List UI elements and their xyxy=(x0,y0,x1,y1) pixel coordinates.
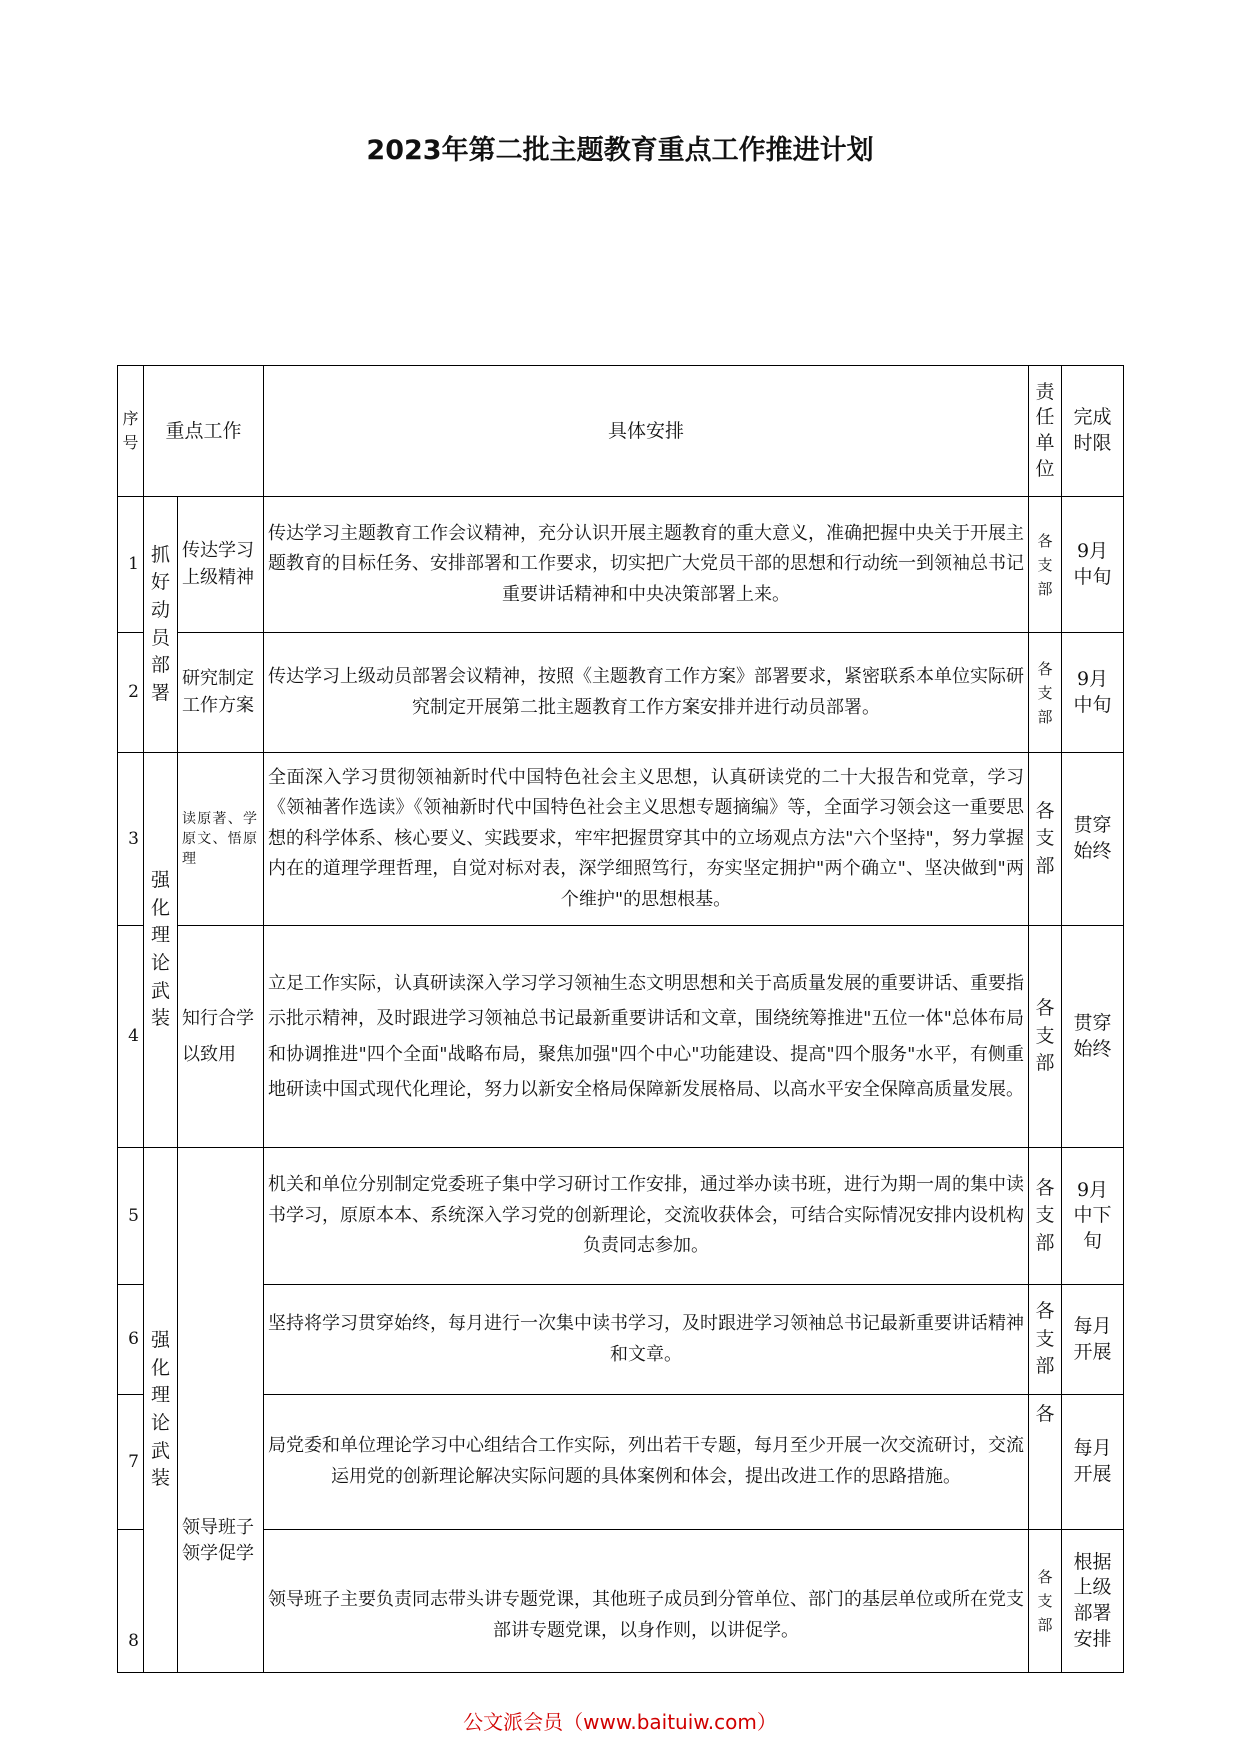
unit-cell: 各 xyxy=(1029,1395,1062,1530)
sub-work-label: 读原著、学原文、悟原理 xyxy=(178,753,264,926)
table-row xyxy=(118,1148,1124,1285)
deadline-cell: 9月中旬 xyxy=(1062,497,1124,633)
deadline-cell: 贯穿始终 xyxy=(1062,926,1124,1148)
footer-watermark: 公文派会员（www.baituiw.com） xyxy=(463,1710,777,1734)
row-no: 3 xyxy=(118,753,144,926)
table-row xyxy=(118,1395,1124,1530)
unit-cell: 各支部 xyxy=(1029,497,1062,633)
arrangement-text: 局党委和单位理论学习中心组结合工作实际，列出若干专题，每月至少开展一次交流研讨，交流运用党的创新理论解决实际问题的具体案例和体会，提出改进工作的思路措施。 xyxy=(264,1395,1029,1530)
table-row xyxy=(118,753,1124,926)
row-no: 2 xyxy=(118,633,144,753)
unit-cell: 各支部 xyxy=(1029,1530,1062,1673)
arrangement-text: 传达学习上级动员部署会议精神，按照《主题教育工作方案》部署要求，紧密联系本单位实际研究制定开展第二批主题教育工作方案安排并进行动员部署。 xyxy=(264,633,1029,753)
row-no: 4 xyxy=(118,926,144,1148)
arrangement-text: 全面深入学习贯彻领袖新时代中国特色社会主义思想，认真研读党的二十大报告和党章，学习《领袖著作选读》《领袖新时代中国特色社会主义思想专题摘编》等，全面学习领会这一重要思想的科学体系、核心要义、实践要求，牢牢把握贯穿其中的立场观点方法"六个坚持"，努力掌握内在的道理学理哲理，自觉对标对表，深学细照笃行，夯实坚定拥护"两个确立"、坚决做到"两个维护"的思想根基。 xyxy=(264,753,1029,926)
table-header-row xyxy=(118,366,1124,497)
table-row xyxy=(118,1530,1124,1673)
unit-cell: 各支部 xyxy=(1029,1285,1062,1395)
table-row xyxy=(118,1285,1124,1395)
header-no: 序号 xyxy=(118,366,144,497)
sub-work-label: 传达学习上级精神 xyxy=(178,497,264,633)
document-title: 2023年第二批主题教育重点工作推进计划 xyxy=(366,135,874,166)
row-no: 6 xyxy=(118,1285,144,1395)
arrangement-text: 机关和单位分别制定党委班子集中学习研讨工作安排，通过举办读书班，进行为期一周的集中读书学习，原原本本、系统深入学习党的创新理论，交流收获体会，可结合实际情况安排内设机构负责同志参加。 xyxy=(264,1148,1029,1285)
work-plan-table xyxy=(117,365,1124,1673)
sub-work-label: 领导班子领学促学 xyxy=(178,1148,264,1673)
group-label: 强化理论武装 xyxy=(144,753,178,1148)
group-label: 抓好动员部署 xyxy=(144,497,178,753)
arrangement-text: 领导班子主要负责同志带头讲专题党课，其他班子成员到分管单位、部门的基层单位或所在党支部讲专题党课，以身作则，以讲促学。 xyxy=(264,1530,1029,1673)
arrangement-text: 立足工作实际，认真研读深入学习学习领袖生态文明思想和关于高质量发展的重要讲话、重要指示批示精神，及时跟进学习领袖总书记最新重要讲话和文章，围绕统筹推进"五位一体"总体布局和协调推进"四个全面"战略布局，聚焦加强"四个中心"功能建设、提高"四个服务"水平，有侧重地研读中国式现代化理论，努力以新安全格局保障新发展格局、以高水平安全保障高质量发展。 xyxy=(264,926,1029,1148)
unit-cell: 各支部 xyxy=(1029,926,1062,1148)
row-no: 8 xyxy=(118,1530,144,1673)
row-no: 5 xyxy=(118,1148,144,1285)
unit-cell: 各支部 xyxy=(1029,1148,1062,1285)
arrangement-text: 传达学习主题教育工作会议精神，充分认识开展主题教育的重大意义，准确把握中央关于开展主题教育的目标任务、安排部署和工作要求，切实把广大党员干部的思想和行动统一到领袖总书记重要讲话精神和中央决策部署上来。 xyxy=(264,497,1029,633)
header-arrangement: 具体安排 xyxy=(264,366,1029,497)
table-row xyxy=(118,497,1124,633)
unit-cell: 各支部 xyxy=(1029,633,1062,753)
arrangement-text: 坚持将学习贯穿始终，每月进行一次集中读书学习，及时跟进学习领袖总书记最新重要讲话精神和文章。 xyxy=(264,1285,1029,1395)
deadline-cell: 9月中旬 xyxy=(1062,633,1124,753)
table-row xyxy=(118,926,1124,1148)
deadline-cell: 9月中下旬 xyxy=(1062,1148,1124,1285)
deadline-cell: 每月开展 xyxy=(1062,1395,1124,1530)
deadline-cell: 每月开展 xyxy=(1062,1285,1124,1395)
row-no: 7 xyxy=(118,1395,144,1530)
sub-work-label: 知行合学以致用 xyxy=(178,926,264,1148)
row-no: 1 xyxy=(118,497,144,633)
deadline-cell: 根据上级部署安排 xyxy=(1062,1530,1124,1673)
sub-work-label: 研究制定工作方案 xyxy=(178,633,264,753)
header-key-work: 重点工作 xyxy=(144,366,264,497)
header-unit: 责任单位 xyxy=(1029,366,1062,497)
group-label: 强化理论武装 xyxy=(144,1148,178,1673)
table-row xyxy=(118,633,1124,753)
unit-cell: 各支部 xyxy=(1029,753,1062,926)
deadline-cell: 贯穿始终 xyxy=(1062,753,1124,926)
header-deadline: 完成时限 xyxy=(1062,366,1124,497)
